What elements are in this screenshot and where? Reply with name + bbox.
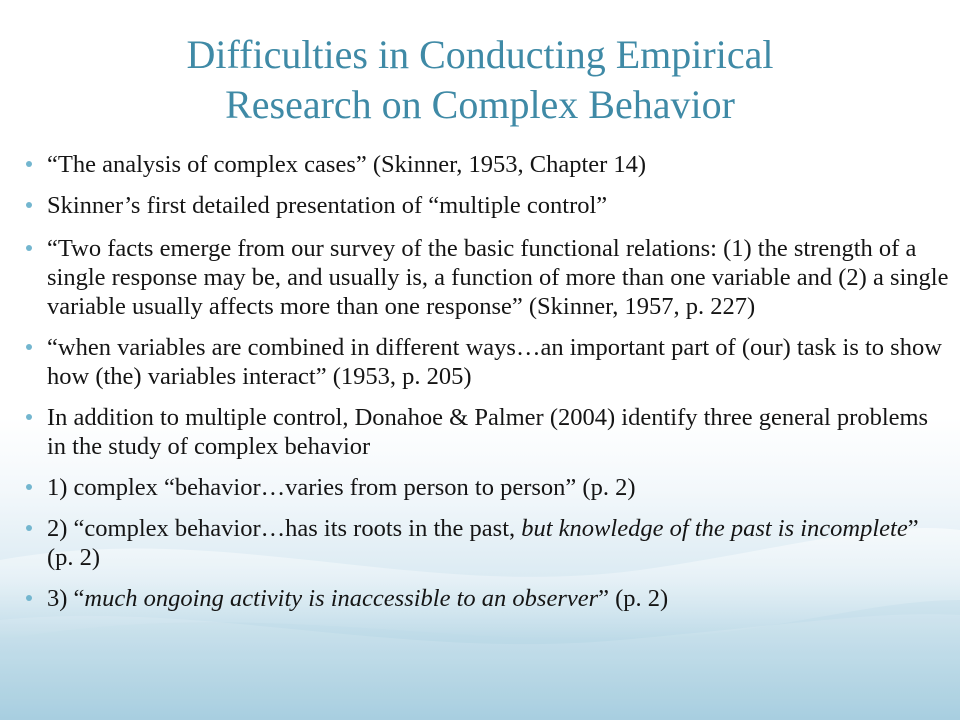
bullet-item xyxy=(0,514,960,572)
bullet-dot-icon xyxy=(26,484,32,490)
bullet-text-prefix: 3) “ xyxy=(47,585,85,612)
bullet-dot-icon xyxy=(26,161,32,167)
bullet-dot-icon xyxy=(26,595,32,601)
bullet-dot-icon xyxy=(26,344,32,350)
bullet-dot-icon xyxy=(26,202,32,208)
bullet-text-italic: much ongoing activity is inaccessible to an observer xyxy=(84,585,599,612)
bullet-text: Skinner’s first detailed presentation of “multiple control” xyxy=(47,192,608,219)
bullet-text: “Two facts emerge from our survey of the basic functional relations: (1) the strength of a single response may be, and usually is, a function of more than one variable and (2) a single variable usually affects more than one response” (Skinner, 1957, p. 227) xyxy=(47,235,949,320)
slide-title-line-1: Difficulties in Conducting Empirical xyxy=(186,32,774,77)
bullet-item xyxy=(0,473,960,502)
bullet-item xyxy=(0,150,960,179)
bullet-item xyxy=(0,403,960,461)
bullet-item xyxy=(0,191,960,220)
bullet-text: “when variables are combined in different ways…an important part of (our) task is to show how (the) variables interact” (1953, p. 205) xyxy=(47,334,942,390)
slide-title-line-2: Research on Complex Behavior xyxy=(225,82,735,127)
bullet-item xyxy=(0,333,960,391)
bullet-text-prefix: 2) “complex behavior…has its roots in the past, xyxy=(47,515,522,542)
bullet-text: “The analysis of complex cases” (Skinner, 1953, Chapter 14) xyxy=(47,151,647,178)
bullet-dot-icon xyxy=(26,245,32,251)
bullet-list xyxy=(0,150,960,613)
bullet-item xyxy=(0,234,960,321)
bullet-text-suffix: ” (p. 2) xyxy=(47,515,919,571)
bullet-text-italic: but knowledge of the past is incomplete xyxy=(521,515,908,542)
bullet-text: 1) complex “behavior…varies from person to person” (p. 2) xyxy=(47,474,636,501)
slide-title xyxy=(60,30,900,130)
bullet-text: In addition to multiple control, Donahoe & Palmer (2004) identify three general problems in the study of complex behavior xyxy=(47,404,929,460)
bullet-dot-icon xyxy=(26,525,32,531)
bullet-dot-icon xyxy=(26,414,32,420)
bullet-item xyxy=(0,584,960,613)
bullet-text-suffix: ” (p. 2) xyxy=(598,585,669,612)
